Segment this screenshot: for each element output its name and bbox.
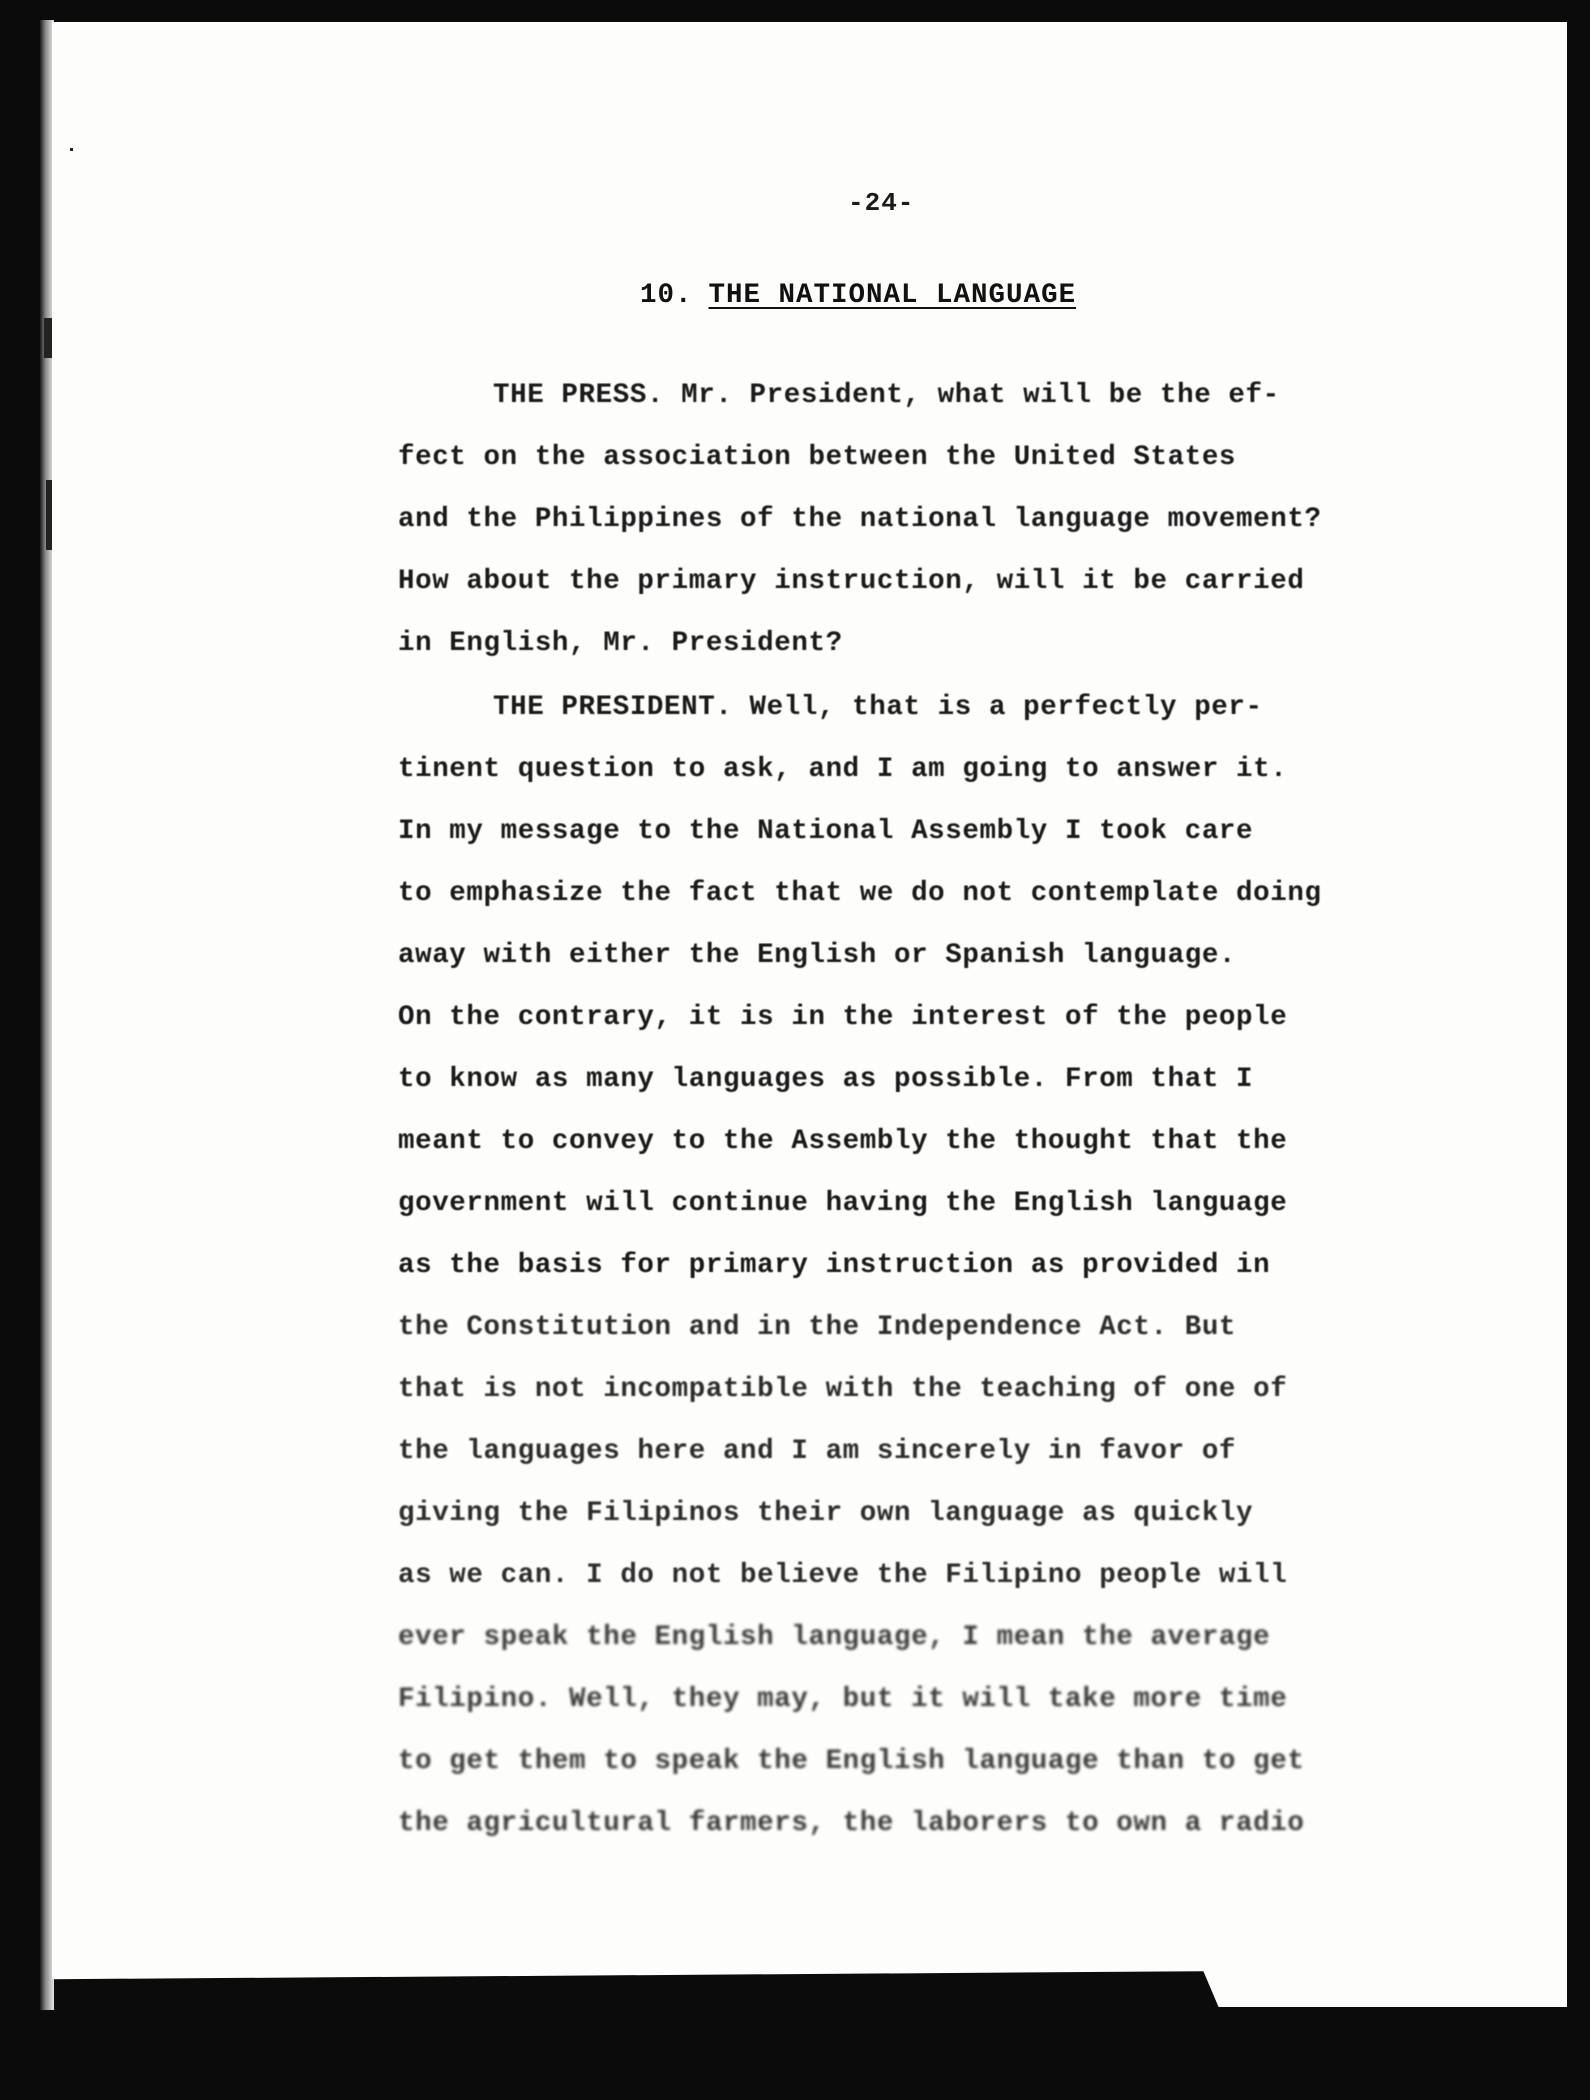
text-line: tinent question to ask, and I am going to answer it. (398, 754, 1288, 785)
text-line: How about the primary instruction, will it be carried (398, 566, 1305, 597)
text-line: as the basis for primary instruction as provided in (398, 1250, 1271, 1281)
section-heading (640, 280, 1076, 311)
text-line: in English, Mr. President? (398, 628, 843, 659)
text-line: and the Philippines of the national language movement? (398, 504, 1322, 535)
section-number: 10. (640, 280, 693, 311)
text-line: to know as many languages as possible. From that I (398, 1064, 1254, 1095)
page-number: -24- (848, 188, 915, 218)
text-line: Filipino. Well, they may, but it will take more time (398, 1684, 1288, 1715)
text-line: away with either the English or Spanish language. (398, 940, 1237, 971)
text-line: the languages here and I am sincerely in favor of (398, 1436, 1237, 1467)
text-line: to emphasize the fact that we do not contemplate doing (398, 878, 1322, 909)
text-line: fect on the association between the United States (398, 442, 1237, 473)
text-line: that is not incompatible with the teaching of one of (398, 1374, 1288, 1405)
text-line: THE PRESIDENT. Well, that is a perfectly per- (493, 692, 1263, 723)
scan-mark (44, 318, 52, 358)
text-line: to get them to speak the English language than to get (398, 1746, 1305, 1777)
section-title: THE NATIONAL LANGUAGE (708, 280, 1077, 311)
text-line: the Constitution and in the Independence Act. But (398, 1312, 1237, 1343)
text-line: government will continue having the English language (398, 1188, 1288, 1219)
scan-mark (46, 480, 52, 550)
text-line: giving the Filipinos their own language as quickly (398, 1498, 1254, 1529)
text-line: the agricultural farmers, the laborers to own a radio (398, 1808, 1305, 1839)
text-line: In my message to the National Assembly I took care (398, 816, 1254, 847)
text-line: as we can. I do not believe the Filipino people will (398, 1560, 1288, 1591)
text-line: meant to convey to the Assembly the thought that the (398, 1126, 1288, 1157)
scan-mark (70, 148, 73, 151)
text-line: On the contrary, it is in the interest of the people (398, 1002, 1288, 1033)
text-line: ever speak the English language, I mean the average (398, 1622, 1271, 1653)
text-line: THE PRESS. Mr. President, what will be the ef- (493, 380, 1280, 411)
